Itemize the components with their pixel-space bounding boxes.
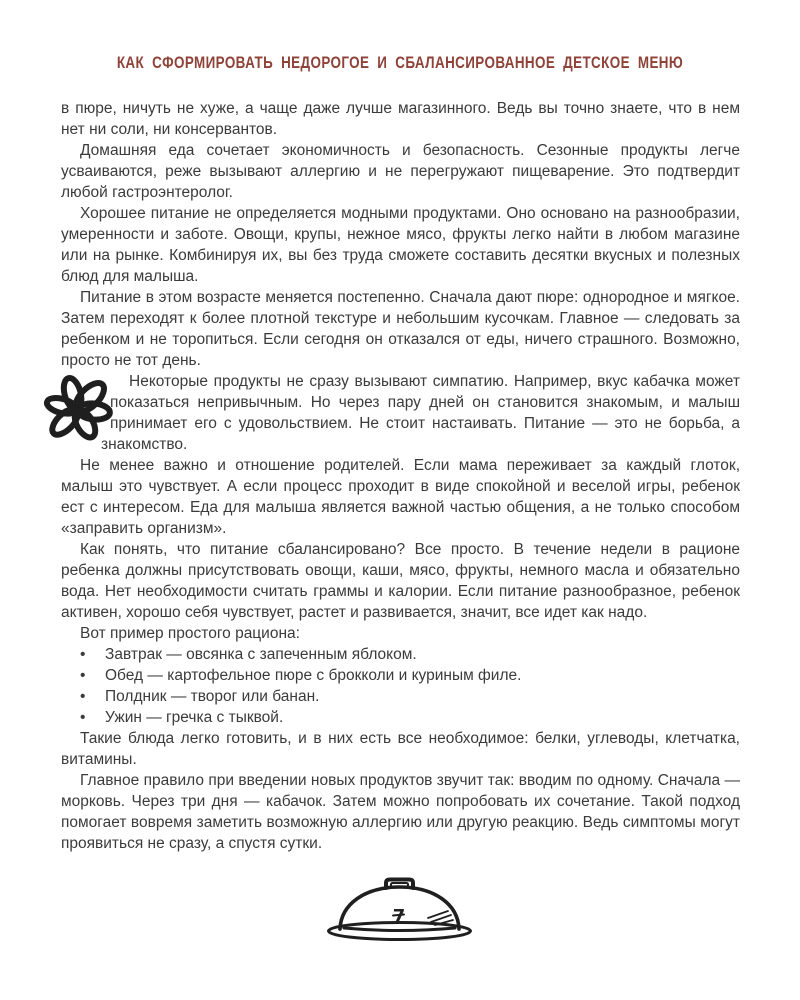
- page-number: 7: [392, 906, 406, 927]
- paragraph-texture: Питание в этом возрасте меняется постепенно. Сначала дают пюре: однородное и мягкое. Затем переходят к более плотной текстуре и небольшим кусочкам. Главное — следовать за ребенком и не торопиться. Если сегодня он отказался от еды, ничего страшного. Возможно, просто не тот день.: [61, 289, 740, 369]
- page-body: [61, 98, 740, 854]
- bullet-marker: •: [80, 667, 86, 684]
- list-item-text: Завтрак — овсянка с запеченным яблоком.: [105, 646, 417, 663]
- paragraph-easy-dishes: Такие блюда легко готовить, и в них есть все необходимое: белки, углеводы, клетчатка, витамины.: [61, 730, 740, 768]
- ration-list: [61, 644, 740, 728]
- paragraph-new-products: Главное правило при введении новых продуктов звучит так: вводим по одному. Сначала — морковь. Через три дня — кабачок. Затем можно попробовать их сочетание. Такой подход помогает вовремя заметить возможную аллергию или другую реакцию. Ведь симптомы могут проявиться не сразу, а спустя сутки.: [61, 772, 740, 852]
- bullet-marker: •: [80, 709, 86, 726]
- list-item: [61, 707, 740, 728]
- cloche-icon: [322, 876, 478, 946]
- paragraph-good-nutrition: Хорошее питание не определяется модными продуктами. Оно основано на разнообразии, умеренности и заботе. Овощи, крупы, нежное мясо, фрукты легко найти в любом магазине или на рынке. Комбинируя их, вы без труда сможете составить десятки вкусных и полезных блюд для малыша.: [61, 205, 740, 285]
- paragraph-balance: Как понять, что питание сбалансировано? Все просто. В течение недели в рационе ребенка должны присутствовать овощи, каши, мясо, фрукты, немного масла и обязательно вода. Нет необходимости считать граммы и калории. Если питание разнообразное, ребенок активен, хорошо себя чувствует, растет и развивается, значит, все идет как надо.: [61, 541, 740, 621]
- paragraph-home-food: Домашняя еда сочетает экономичность и безопасность. Сезонные продукты легче усваиваются, реже вызывают аллергию и не перегружают пищеварение. Это подтвердит любой гастроэнтеролог.: [61, 142, 740, 201]
- bullet-marker: •: [80, 646, 86, 663]
- cloche-page-number: [322, 876, 478, 946]
- list-item: [61, 665, 740, 686]
- ration-list-intro: Вот пример простого рациона:: [80, 625, 300, 642]
- list-item-text: Обед — картофельное пюре с брокколи и куриным филе.: [105, 667, 522, 684]
- paragraph-continuation: в пюре, ничуть не хуже, а чаще даже лучше магазинного. Ведь вы точно знаете, что в нем нет ни соли, ни консервантов.: [61, 100, 740, 138]
- list-item: [61, 644, 740, 665]
- list-item-text: Ужин — гречка с тыквой.: [105, 709, 284, 726]
- paragraph-sympathy: Некоторые продукты не сразу вызывают симпатию. Например, вкус кабачка может показаться непривычным. Но через пару дней он становится знакомым, и малыш принимает его с удовольствием. Не стоит настаивать. Питание — это не борьба, а знакомство.: [101, 373, 740, 453]
- list-item-text: Полдник — творог или банан.: [105, 688, 320, 705]
- paragraph-parents: Не менее важно и отношение родителей. Если мама переживает за каждый глоток, малыш это чувствует. А если процесс проходит в виде спокойной и веселой игры, ребенок ест с интересом. Еда для малыша является важной частью общения, а не только способом «заправить организм».: [61, 457, 740, 537]
- flower-doodle-icon: [43, 374, 115, 442]
- list-item: [61, 686, 740, 707]
- bullet-marker: •: [80, 688, 86, 705]
- page-title: КАК СФОРМИРОВАТЬ НЕДОРОГОЕ И СБАЛАНСИРОВАННОЕ ДЕТСКОЕ МЕНЮ: [116, 52, 684, 72]
